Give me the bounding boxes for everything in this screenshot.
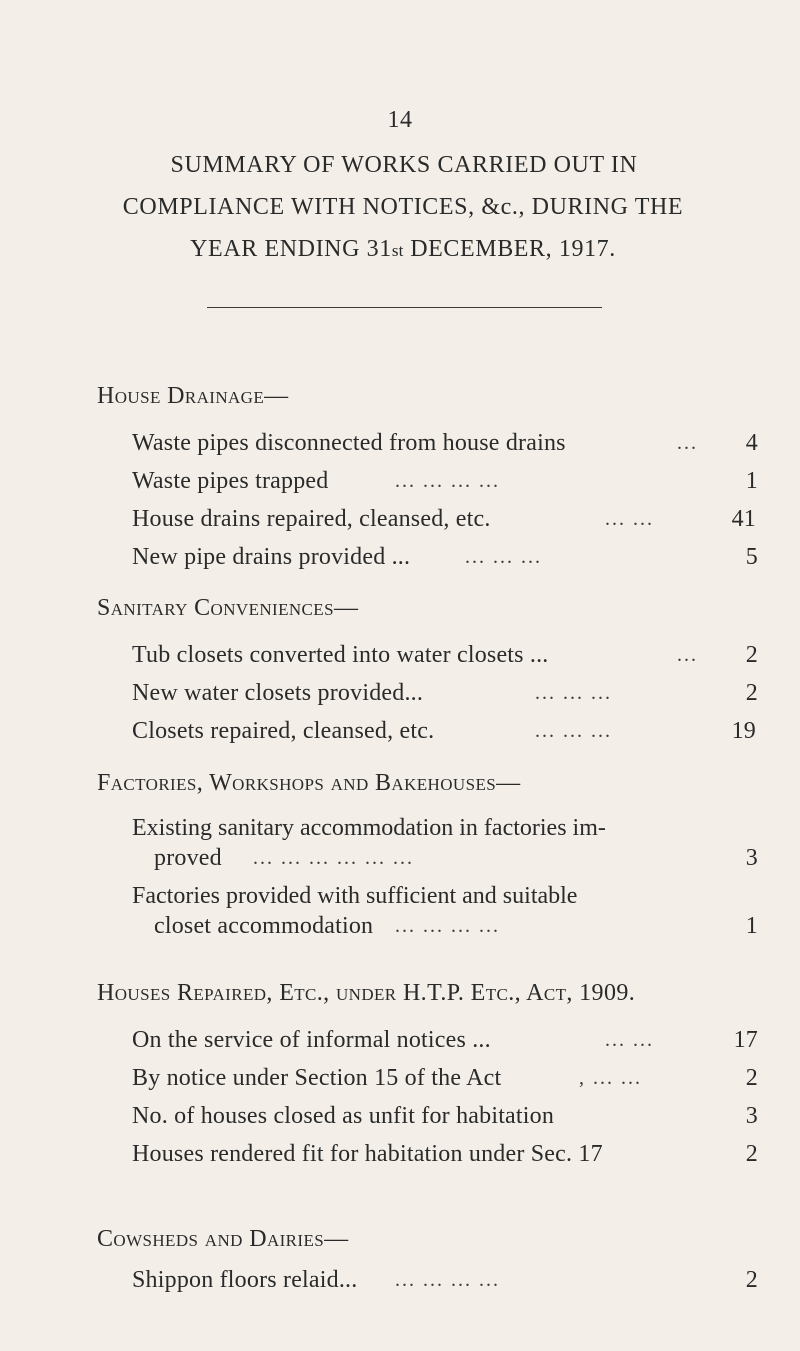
leader-dots: ... ... ... (535, 682, 612, 704)
row-value: 5 (745, 544, 758, 570)
row-value: 4 (745, 430, 758, 456)
leader-dots: ... (677, 432, 698, 454)
row-value: 2 (745, 1267, 758, 1293)
title-line-3-b: DECEMBER, 1917. (403, 236, 616, 262)
leader-dots: , ... ... (579, 1067, 642, 1089)
row-value: 3 (745, 1103, 758, 1129)
leader-dots: ... (677, 644, 698, 666)
row-label: Shippon floors relaid... (132, 1267, 358, 1293)
leader-dots: ... ... ... ... (395, 1269, 500, 1291)
row-value: 2 (745, 642, 758, 668)
leader-dots: ... ... ... (465, 546, 542, 568)
row-value: 1 (745, 913, 758, 939)
row-label: No. of houses closed as unfit for habitation (132, 1103, 555, 1129)
row-label: On the service of informal notices ... (132, 1027, 491, 1053)
row-label: New pipe drains provided ... (132, 544, 411, 570)
row-label: Waste pipes trapped (132, 468, 329, 494)
leader-dots: ... ... ... ... (395, 470, 500, 492)
row-value: 17 (733, 1027, 758, 1053)
title-line-3 (0, 228, 800, 272)
row-value: 41 (731, 506, 756, 532)
document-title (0, 144, 800, 272)
row-label-line-1: Existing sanitary accommodation in factories im- (132, 815, 606, 841)
row-value: 2 (745, 1141, 758, 1167)
title-line-2: COMPLIANCE WITH NOTICES, &c., DURING THE (122, 194, 684, 220)
row-value: 2 (745, 1065, 758, 1091)
section-heading-house-drainage: House Drainage— (97, 383, 289, 409)
row-value: 2 (745, 680, 758, 706)
row-label: Closets repaired, cleansed, etc. (132, 718, 435, 744)
leader-dots: ... ... ... (535, 720, 612, 742)
section-heading-sanitary-conveniences: Sanitary Conveniences— (97, 595, 359, 621)
row-label: By notice under Section 15 of the Act (132, 1065, 502, 1091)
row-label-line-2: closet accommodation (154, 913, 374, 939)
section-heading-houses-repaired: Houses Repaired, Etc., under H.T.P. Etc., Act, 1909. (97, 980, 636, 1006)
leader-dots: ... ... ... ... ... ... (253, 847, 414, 869)
title-line-3-sup: st (391, 241, 404, 260)
row-label-line-1: Factories provided with sufficient and suitable (132, 883, 578, 909)
leader-dots: ... ... (605, 1029, 654, 1051)
section-heading-cowsheds: Cowsheds and Dairies— (97, 1226, 349, 1252)
row-label: Waste pipes disconnected from house drains (132, 430, 566, 456)
section-heading-factories: Factories, Workshops and Bakehouses— (97, 770, 521, 796)
row-value: 1 (745, 468, 758, 494)
row-label: Houses rendered fit for habitation under Sec. 17 (132, 1141, 603, 1167)
row-label: Tub closets converted into water closets ... (132, 642, 549, 668)
leader-dots: ... ... ... ... (395, 915, 500, 937)
title-line-3-a: YEAR ENDING 31 (190, 236, 392, 262)
page-number: 14 (387, 107, 413, 133)
leader-dots: ... ... (605, 508, 654, 530)
row-label: House drains repaired, cleansed, etc. (132, 506, 491, 532)
row-value: 19 (731, 718, 756, 744)
row-label: New water closets provided... (132, 680, 424, 706)
row-value: 3 (745, 845, 758, 871)
row-label-line-2: proved (154, 845, 222, 871)
title-divider (207, 307, 602, 308)
title-line-1: SUMMARY OF WORKS CARRIED OUT IN (170, 152, 638, 178)
